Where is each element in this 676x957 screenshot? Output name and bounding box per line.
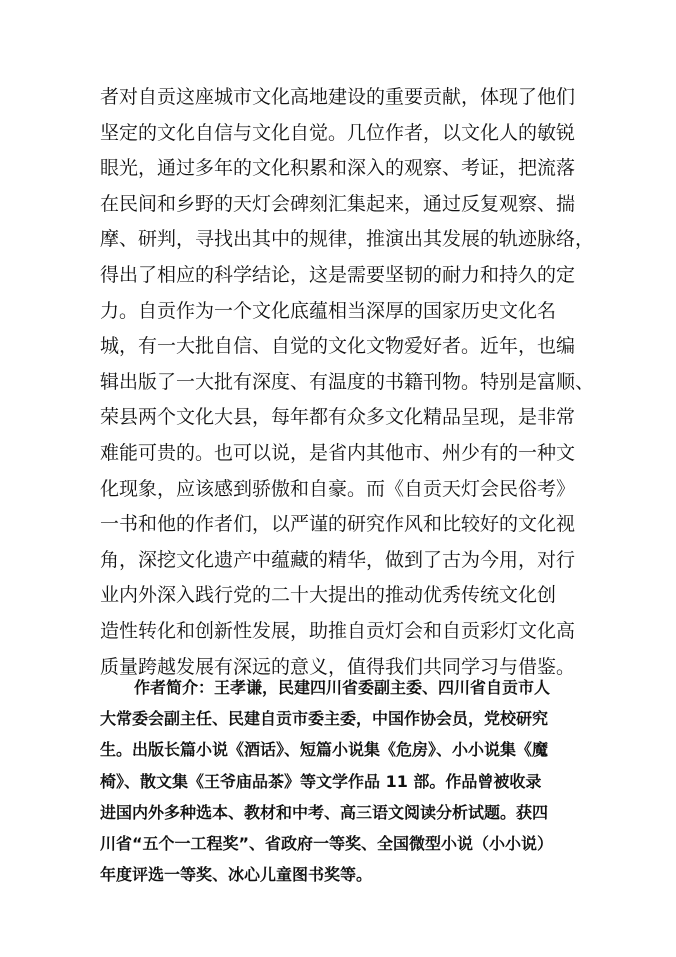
paragraph-line: 荣县两个文化大县，每年都有众多文化精品呈现，是非常 [100, 406, 576, 429]
paragraph-line: 化现象，应该感到骄傲和自豪。而《自贡天灯会民俗考》 [100, 477, 576, 500]
paragraph-line: 一书和他的作者们，以严谨的研究作风和比较好的文化视 [100, 513, 576, 536]
author-bio-line: 椅》、散文集《王爷庙品茶》等文学作品 11 部。作品曾被收录 [100, 771, 542, 791]
paragraph-line: 辑出版了一大批有深度、有温度的书籍刊物。特别是富顺、 [100, 370, 595, 393]
paragraph-line: 城，有一大批自信、自觉的文化文物爱好者。近年，也编 [100, 335, 576, 358]
paragraph-line: 者对自贡这座城市文化高地建设的重要贡献，体现了他们 [100, 86, 576, 108]
main-paragraph [100, 80, 595, 685]
author-bio-line: 作者简介：王孝谦，民建四川省委副主委、四川省自贡市人 [134, 678, 551, 697]
author-bio-line: 年度评选一等奖、冰心儿童图书奖等。 [100, 865, 373, 885]
paragraph-line: 得出了相应的科学结论，这是需要坚韧的耐力和持久的定 [100, 263, 576, 286]
author-bio-line: 大常委会副主任、民建自贡市委主委，中国作协会员，党校研究 [100, 709, 549, 729]
author-bio [100, 672, 580, 890]
paragraph-line: 眼光，通过多年的文化积累和深入的观察、考证，把流落 [100, 157, 576, 180]
paragraph-line: 力。自贡作为一个文化底蕴相当深厚的国家历史文化名 [100, 299, 557, 322]
paragraph-line: 角，深挖文化遗产中蕴藏的精华，做到了古为今用，对行 [100, 548, 576, 571]
paragraph-line: 业内外深入践行党的二十大提出的推动优秀传统文化创 [100, 584, 557, 607]
paragraph-line: 质量跨越发展有深远的意义，值得我们共同学习与借鉴。 [100, 655, 576, 678]
author-bio-line: 生。出版长篇小说《酒话》、短篇小说集《危房》、小小说集《魔 [100, 740, 549, 760]
paragraph-line: 坚定的文化自信与文化自觉。几位作者，以文化人的敏锐 [100, 121, 576, 144]
paragraph-line: 在民间和乡野的天灯会碑刻汇集起来，通过反复观察、揣 [100, 192, 576, 215]
paragraph-line: 造性转化和创新性发展，助推自贡灯会和自贡彩灯文化高 [100, 619, 576, 642]
paragraph-line: 摩、研判，寻找出其中的规律，推演出其发展的轨迹脉络， [100, 228, 595, 251]
paragraph-line: 难能可贵的。也可以说，是省内其他市、州少有的一种文 [100, 441, 576, 464]
author-bio-line: 川省“五个一工程奖”、省政府一等奖、全国微型小说（小小说） [100, 833, 554, 853]
author-bio-line: 进国内外多种选本、教材和中考、高三语文阅读分析试题。获四 [100, 802, 549, 822]
